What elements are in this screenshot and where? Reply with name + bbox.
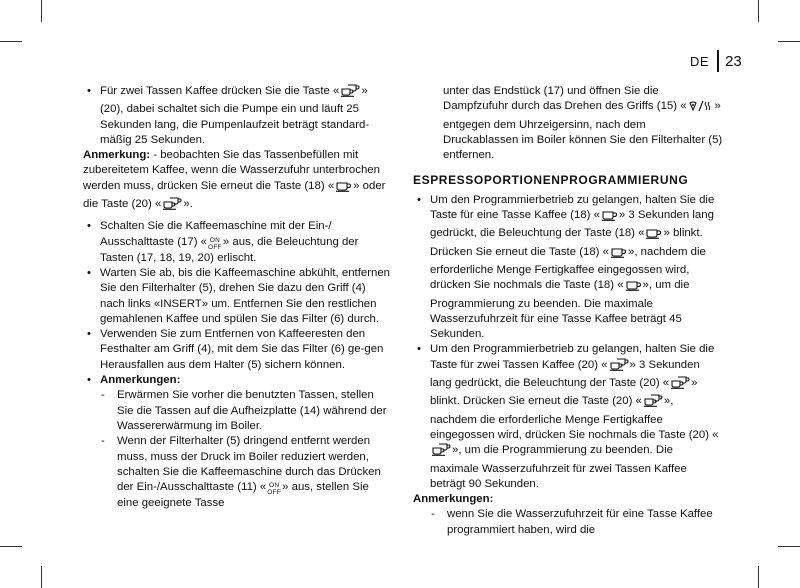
list-item: • Für zwei Tassen Kaffee drücken Sie die Taste « » (20), dabei schaltet sich die Pumpe ein und läuft 25 Sekunden lang, die Pumpenlaufzeit beträgt standard-mäßig 25 Sekunden.: [87, 85, 370, 146]
page-header: [690, 50, 742, 72]
two-cups-icon: [643, 394, 663, 412]
one-cup-icon: [601, 210, 618, 226]
bullet: •: [87, 220, 91, 233]
dash: -: [431, 508, 435, 521]
header-divider: [717, 50, 719, 72]
crop-mark: [0, 546, 22, 547]
two-cups-icon: [340, 84, 360, 102]
crop-mark: [758, 0, 759, 22]
dash: -: [101, 389, 105, 402]
on-off-icon: ON OFF: [267, 482, 282, 497]
sub-list-item: - Erwärmen Sie vorher die benutzten Tassen, stellen Sie die Tassen auf die Aufheizplatte (14) während der Wassererwärmung im Boiler.: [101, 389, 387, 432]
two-cups-icon: [609, 358, 629, 376]
one-cup-icon: [335, 181, 352, 197]
crop-mark: [758, 566, 759, 588]
list-item: • Warten Sie ab, bis die Kaffeemaschine abkühlt, entfernen Sie den Filterhalter (5), drehen Sie dazu den Griff (4) nach links «INSERT» um. Entfernen Sie den restlichen gemahlenen Kaffee und spülen Sie das Filter (6) durch.: [87, 266, 391, 325]
crop-mark: [41, 566, 42, 588]
sub-list-item: - wenn Sie die Wasserzufuhrzeit für eine Tasse Kaffee programmiert haben, wird die: [431, 508, 713, 536]
bullet: •: [87, 374, 91, 387]
list-item: • Schalten Sie die Kaffeemaschine mit der Ein-/ Ausschalttaste (17) « ON OFF» aus, die Beleuchtung der Tasten (17, 18, 19, 20) erlischt.: [87, 220, 359, 264]
page-number: 23: [725, 52, 742, 70]
steam-selector-icon: [688, 100, 714, 117]
two-cups-icon: [162, 197, 182, 215]
two-cups-icon: [670, 376, 690, 394]
notes-label: Anmerkungen:: [413, 493, 494, 506]
crop-mark: [778, 546, 800, 547]
list-item: • Um den Programmierbetrieb zu gelangen, halten Sie die Taste für zwei Tassen Kaffee (20) « » 3 Sekunden lang gedrückt, die Beleuchtung der Taste (20) « » blinkt. Drücken Sie erneut die Taste (20) « », nachdem die erforderliche Menge Fertigkaffee eingegossen wird, drücken Sie nochmals die Taste (20) «», um die Programmierung zu beenden. Die maximale Wasserzufuhrzeit für zwei Tassen Kaffee beträgt 90 Sekunden.: [417, 343, 719, 490]
sub-list-item: - Wenn der Filterhalter (5) dringend entfernt werden muss, muss der Druck im Boiler reduziert werden, schalten Sie die Kaffeemaschine durch das Drücken der Ein-/Ausschalttaste (11) « ON OFF» aus, stellen Sie eine geeignete Tasse: [101, 435, 381, 510]
list-item: • Verwenden Sie zum Entfernen von Kaffeeresten den Festhalter am Griff (4), mit dem Sie das Filter (6) ge-gen Herausfallen aus dem Halter (5) sichern können.: [87, 328, 384, 371]
bullet: •: [417, 343, 421, 356]
left-column: [83, 84, 393, 511]
bullet: •: [417, 193, 421, 206]
on-off-icon: ON OFF: [208, 236, 222, 251]
crop-mark: [778, 41, 800, 42]
crop-mark: [41, 0, 42, 22]
right-column: [413, 84, 723, 538]
continued-paragraph: unter das Endstück (17) und öffnen Sie die Dampfzufuhr durch das Drehen des Griffs (15) « » entgegen dem Uhrzeigersinn, nach dem Druckablassen im Boiler können Sie den Filterhalter (5) entfernen.: [443, 85, 723, 162]
bullet: •: [87, 266, 91, 279]
section-heading: ESPRESSOPORTIONENPROGRAMMIERUNG: [413, 173, 689, 188]
dash: -: [101, 435, 105, 448]
note-paragraph: Anmerkung: - beobachten Sie das Tassenbefüllen mit zubereitetem Kaffee, wenn die Wasserzufuhr unterbrochen werden muss, drücken Sie erneut die Taste (18) « » oder die Taste (20) « ».: [83, 148, 393, 215]
language-code: DE: [690, 53, 710, 69]
one-cup-icon: [625, 280, 642, 296]
list-item: • Um den Programmierbetrieb zu gelangen, halten Sie die Taste für eine Tasse Kaffee (18) « » 3 Sekunden lang gedrückt, die Beleuchtung der Taste (18) « » blinkt. Drücken Sie erneut die Taste (18) « », nachdem die erforderliche Menge Fertigkaffee eingegossen wird, drücken Sie nochmals die Taste (18) « », um die Programmierung zu beenden. Die maximale Wasserzufuhrzeit für eine Tasse Kaffee beträgt 45 Sekunden.: [417, 193, 715, 341]
bullet: •: [87, 85, 91, 97]
list-item: • Anmerkungen:: [83, 373, 393, 388]
two-cups-icon: [431, 443, 451, 461]
one-cup-icon: [610, 247, 627, 263]
crop-mark: [0, 41, 22, 42]
one-cup-icon: [645, 228, 662, 244]
bullet: •: [87, 328, 91, 341]
